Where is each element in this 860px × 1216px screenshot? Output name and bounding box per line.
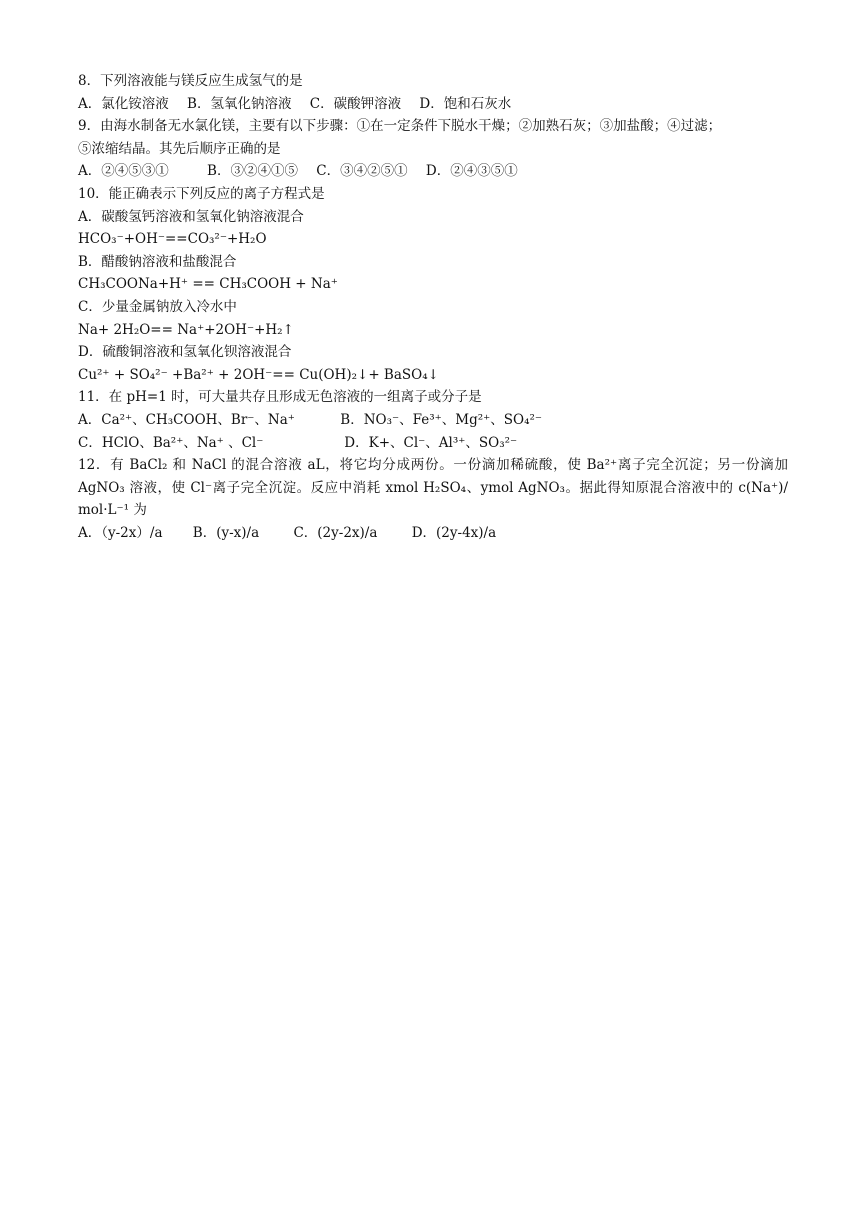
question-11-stem: 11．在 pH=1 时，可大量共存且形成无色溶液的一组离子或分子是 bbox=[78, 389, 482, 406]
q11-option-b: B．NO₃⁻、Fe³⁺、Mg²⁺、SO₄²⁻ bbox=[340, 411, 543, 428]
q9-option-d: D．②④③⑤① bbox=[425, 163, 518, 180]
question-10-stem: 10．能正确表示下列反应的离子方程式是 bbox=[78, 185, 325, 202]
question-12-stem: 12．有 BaCl₂ 和 NaCl 的混合溶液 aL，将它均分成两份。一份滴加稀硫酸，使 Ba²⁺离子完全沉淀；另一份滴加 AgNO₃ 溶液，使 Cl⁻离子完全沉淀。反应中消耗 xmol H₂SO₄、ymol AgNO₃。据此得知原混合溶液中的 c(Na⁺)/ mol·L⁻¹ 为 bbox=[78, 457, 788, 519]
q9-option-c: C．③④②⑤① bbox=[316, 163, 408, 180]
q11-option-c: C．HClO、Ba²⁺、Na⁺ 、Cl⁻ bbox=[78, 434, 264, 451]
question-9-options bbox=[78, 160, 788, 183]
question-11-options-row-1 bbox=[78, 409, 788, 432]
q9-option-b: B．③②④①⑤ bbox=[207, 163, 298, 180]
q10-option-a-label: A．碳酸氢钙溶液和氢氧化钠溶液混合 bbox=[78, 208, 304, 225]
q10-option-c-equation: Na+ 2H₂O== Na⁺+2OH⁻+H₂↑ bbox=[78, 321, 294, 338]
question-11-options-row-2 bbox=[78, 432, 788, 455]
q10-option-c-label: C．少量金属钠放入冷水中 bbox=[78, 298, 237, 315]
q10-option-a-equation: HCO₃⁻+OH⁻==CO₃²⁻+H₂O bbox=[78, 231, 267, 248]
q8-option-a: A．氯化铵溶液 bbox=[78, 95, 169, 112]
q12-option-c: C．(2y-2x)/a bbox=[293, 524, 378, 541]
q11-option-d: D．K+、Cl⁻、Al³⁺、SO₃²⁻ bbox=[344, 434, 518, 451]
q8-option-b: B．氢氧化钠溶液 bbox=[187, 95, 292, 112]
q12-option-d: D．(2y-4x)/a bbox=[411, 524, 497, 541]
q10-option-d-label: D．硫酸铜溶液和氢氧化钡溶液混合 bbox=[78, 344, 292, 361]
question-9-stem-line-2: ⑤浓缩结晶。其先后顺序正确的是 bbox=[78, 140, 281, 157]
question-8-options bbox=[78, 93, 788, 116]
q8-option-d: D．饱和石灰水 bbox=[419, 95, 512, 112]
q11-option-a: A．Ca²⁺、CH₃COOH、Br⁻、Na⁺ bbox=[78, 411, 295, 428]
question-8-stem: 8．下列溶液能与镁反应生成氢气的是 bbox=[78, 73, 303, 89]
q10-option-d-equation: Cu²⁺ + SO₄²⁻ +Ba²⁺ + 2OH⁻== Cu(OH)₂↓+ BaSO₄↓ bbox=[78, 366, 439, 383]
q8-option-c: C．碳酸钾溶液 bbox=[309, 95, 402, 112]
q10-option-b-equation: CH₃COONa+H⁺ == CH₃COOH + Na⁺ bbox=[78, 276, 338, 293]
q12-option-b: B．(y-x)/a bbox=[192, 524, 260, 541]
q10-option-b-label: B．醋酸钠溶液和盐酸混合 bbox=[78, 253, 237, 270]
q9-option-a: A．②④⑤③① bbox=[78, 163, 169, 180]
q12-option-a: A．（y-2x）/a bbox=[78, 524, 163, 541]
question-9-stem-line-1: 9．由海水制备无水氯化镁，主要有以下步骤：①在一定条件下脱水干燥；②加熟石灰；③加盐酸；④过滤； bbox=[78, 118, 722, 135]
document-page bbox=[78, 70, 788, 544]
question-12-options bbox=[78, 522, 788, 545]
